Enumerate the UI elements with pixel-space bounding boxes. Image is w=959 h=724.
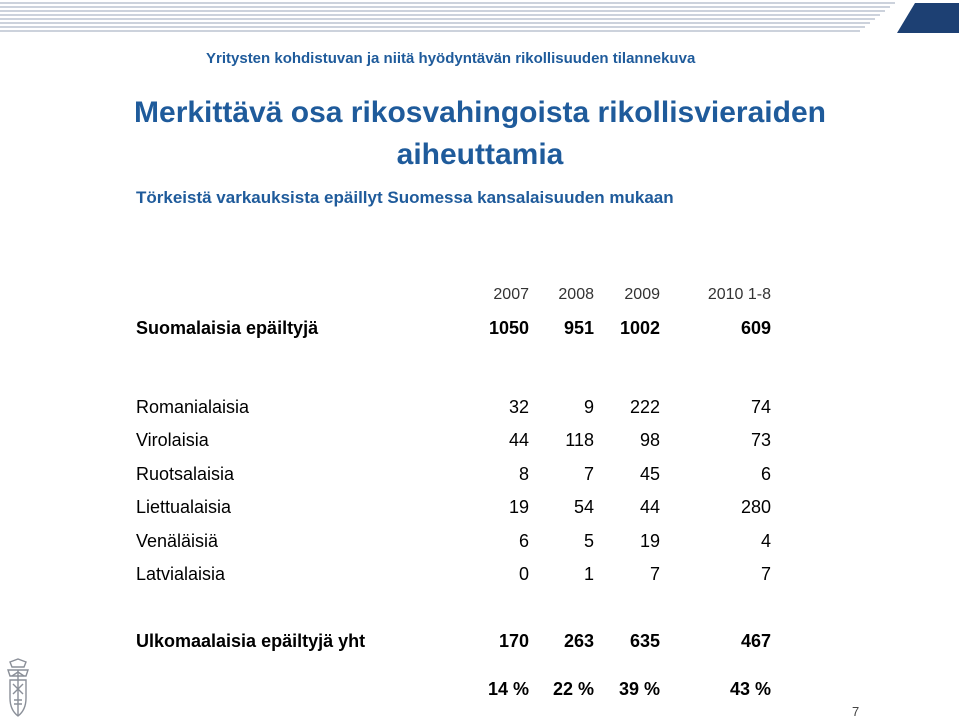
presentation-subtitle: Yritysten kohdistuvan ja niitä hyödyntävän rikollisuuden tilannekuva (206, 50, 696, 67)
table-row (0, 464, 959, 490)
cell: 0 (518, 564, 529, 584)
cell: 263 (563, 631, 594, 651)
table-row (0, 564, 959, 590)
foreign-total-row (0, 631, 959, 657)
cell: 45 (639, 464, 660, 484)
cell: 19 (508, 497, 529, 517)
cell: 5 (583, 531, 594, 551)
cell: 8 (518, 464, 529, 484)
cell: 4 (760, 531, 771, 551)
cell: 44 (508, 430, 529, 450)
cell: 74 (750, 397, 771, 417)
cell: 951 (563, 318, 594, 338)
police-emblem-icon (2, 658, 34, 722)
year-2009: 2009 (624, 286, 660, 303)
cell: 1002 (619, 318, 660, 338)
header-stripes (0, 0, 959, 40)
year-2010: 2010 1-8 (707, 286, 771, 303)
row-label: Latvialaisia (136, 564, 226, 584)
cell: 7 (583, 464, 594, 484)
table-row (0, 497, 959, 523)
row-label: Ulkomaalaisia epäiltyjä yht (136, 631, 366, 651)
table-row (0, 430, 959, 456)
cell: 39 % (618, 679, 660, 699)
cell: 73 (750, 430, 771, 450)
cell: 9 (583, 397, 594, 417)
cell: 98 (639, 430, 660, 450)
cell: 54 (573, 497, 594, 517)
cell: 44 (639, 497, 660, 517)
row-label: Liettualaisia (136, 497, 232, 517)
cell: 222 (629, 397, 660, 417)
row-label: Ruotsalaisia (136, 464, 235, 484)
cell: 280 (740, 497, 771, 517)
cell: 43 % (729, 679, 771, 699)
row-label: Suomalaisia epäiltyjä (136, 318, 319, 338)
cell: 7 (649, 564, 660, 584)
cell: 635 (629, 631, 660, 651)
cell: 6 (760, 464, 771, 484)
cell: 19 (639, 531, 660, 551)
year-2008: 2008 (558, 286, 594, 303)
table-row (0, 397, 959, 423)
cell: 32 (508, 397, 529, 417)
slide-description: Törkeistä varkauksista epäillyt Suomessa kansalaisuuden mukaan (136, 188, 674, 207)
cell: 1050 (488, 318, 529, 338)
finnish-suspects-row (0, 318, 959, 344)
cell: 7 (760, 564, 771, 584)
slide-title: Merkittävä osa rikosvahingoista rikollisvieraiden aiheuttamia (134, 96, 826, 171)
cell: 6 (518, 531, 529, 551)
cell: 170 (498, 631, 529, 651)
cell: 609 (740, 318, 771, 338)
cell: 1 (583, 564, 594, 584)
cell: 22 % (552, 679, 594, 699)
row-label: Venäläisiä (136, 531, 219, 551)
row-label: Virolaisia (136, 430, 209, 450)
table-row (0, 531, 959, 557)
row-label: Romanialaisia (136, 397, 250, 417)
page-number: 7 (852, 704, 860, 719)
cell: 14 % (487, 679, 529, 699)
years-header-row (0, 286, 959, 312)
year-2007: 2007 (493, 286, 529, 303)
cell: 467 (740, 631, 771, 651)
cell: 118 (565, 430, 594, 450)
percentage-row (0, 679, 959, 705)
